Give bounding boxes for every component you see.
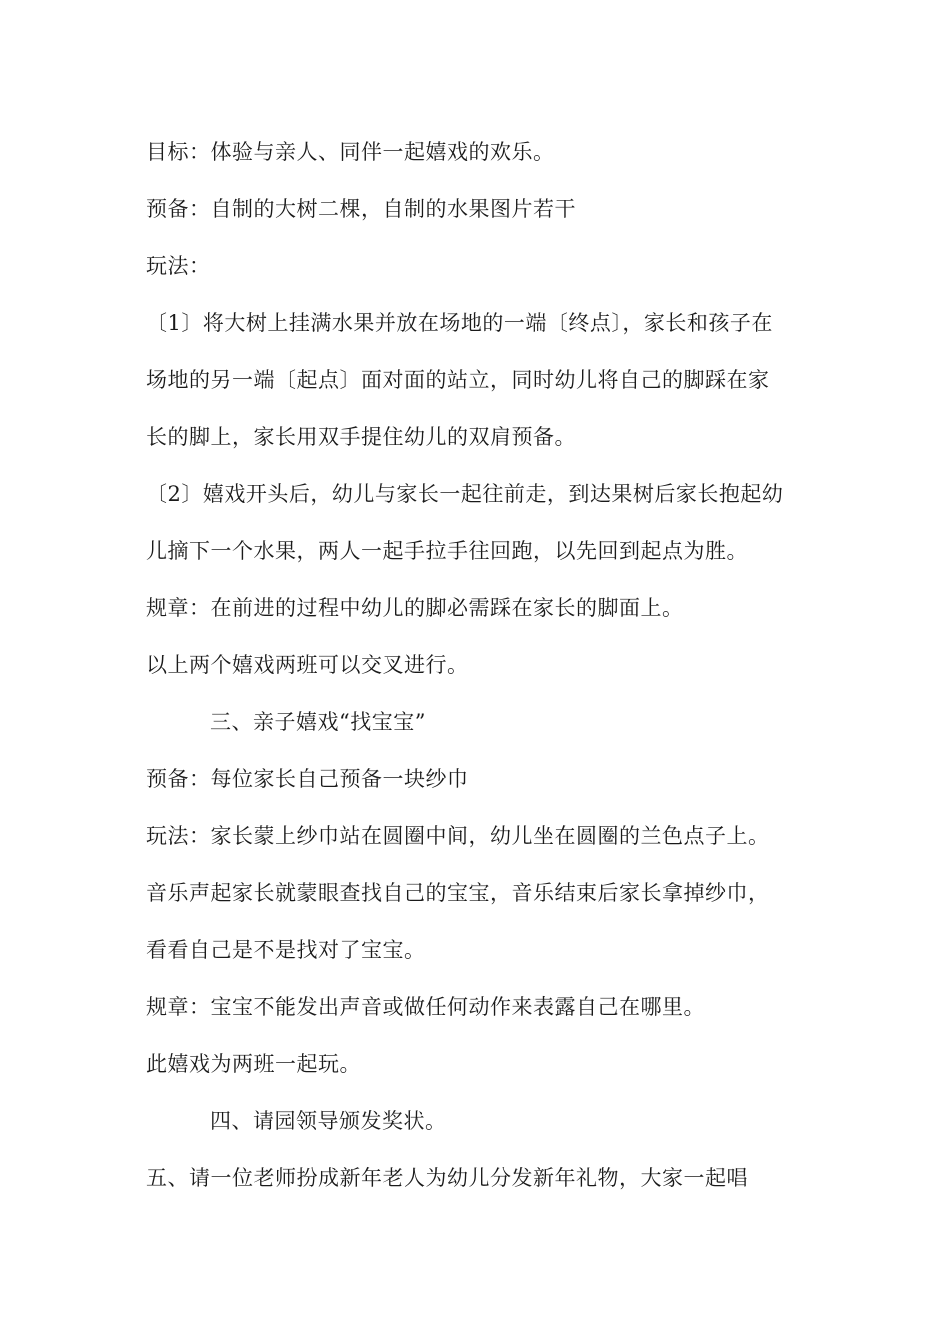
section-3-gameplay-line-2: 音乐声起家长就蒙眼查找自己的宝宝，音乐结束后家长拿掉纱巾， (146, 881, 770, 905)
section-3-heading: 三、亲子嬉戏“找宝宝” (210, 710, 426, 734)
step-1-line-2: 场地的另一端〔起点〕面对面的站立，同时幼儿将自己的脚踩在家 (146, 368, 770, 392)
step-1-line-3: 长的脚上，家长用双手提住幼儿的双肩预备。 (146, 425, 576, 449)
rule-line: 规章：在前进的过程中幼儿的脚必需踩在家长的脚面上。 (146, 596, 684, 620)
section-3-preparation: 预备：每位家长自己预备一块纱巾 (146, 767, 469, 791)
preparation-line: 预备：自制的大树二棵，自制的水果图片若干 (146, 197, 576, 221)
gameplay-heading: 玩法： (146, 254, 211, 278)
note-line: 以上两个嬉戏两班可以交叉进行。 (146, 653, 469, 677)
step-1-line-1: 〔1〕将大树上挂满水果并放在场地的一端〔终点〕，家长和孩子在 (146, 311, 773, 335)
step-2-line-1: 〔2〕嬉戏开头后，幼儿与家长一起往前走，到达果树后家长抱起幼 (146, 482, 784, 506)
section-3-gameplay-line-3: 看看自己是不是找对了宝宝。 (146, 938, 426, 962)
section-3-note: 此嬉戏为两班一起玩。 (146, 1052, 361, 1076)
section-3-rule: 规章：宝宝不能发出声音或做任何动作来表露自己在哪里。 (146, 995, 705, 1019)
section-3-gameplay-line-1: 玩法：家长蒙上纱巾站在圆圈中间，幼儿坐在圆圈的兰色点子上。 (146, 824, 770, 848)
section-5-line: 五、请一位老师扮成新年老人为幼儿分发新年礼物，大家一起唱 (146, 1166, 748, 1190)
goal-line: 目标：体验与亲人、同伴一起嬉戏的欢乐。 (146, 140, 555, 164)
step-2-line-2: 儿摘下一个水果，两人一起手拉手往回跑，以先回到起点为胜。 (146, 539, 748, 563)
section-4-heading: 四、请园领导颁发奖状。 (210, 1109, 447, 1133)
